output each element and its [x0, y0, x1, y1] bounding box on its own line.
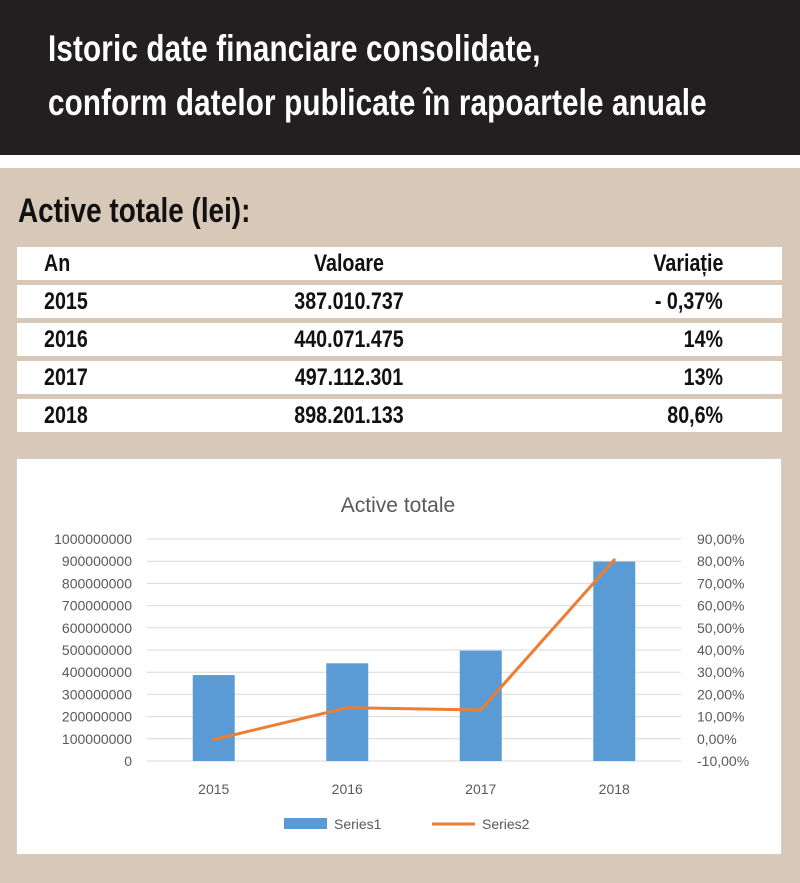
chart-container	[16, 458, 782, 855]
header-title-line2: conform datelor publicate în rapoartele anuale	[48, 82, 707, 123]
y-right-tick-label: 30,00%	[697, 664, 745, 681]
point-2015	[212, 738, 215, 741]
y-left-tick-label: 600000000	[61, 619, 132, 636]
data-table	[17, 247, 782, 437]
bar-2015	[193, 675, 235, 761]
table-row	[17, 399, 782, 432]
legend-swatch-series1	[284, 818, 327, 829]
y-right-tick-label: 40,00%	[697, 642, 745, 658]
y-right-tick-label: 50,00%	[697, 619, 745, 636]
table-row	[17, 323, 782, 356]
y-left-tick-label: 200000000	[61, 708, 132, 725]
header-cell-year: An	[44, 250, 71, 277]
cell-value: 898.201.133	[294, 402, 404, 429]
legend-label-series2: Series2	[482, 816, 530, 832]
cell-variation: 80,6%	[667, 402, 723, 429]
y-left-tick-label: 400000000	[61, 664, 132, 681]
x-tick-label: 2015	[198, 781, 230, 797]
y-left-tick-label: 1000000000	[54, 531, 132, 547]
cell-year: 2018	[44, 402, 88, 429]
x-tick-label: 2018	[598, 781, 630, 797]
table-header-row	[17, 247, 782, 280]
point-2017	[479, 708, 482, 711]
y-left-tick-label: 700000000	[61, 597, 132, 614]
y-left-tick-label: 500000000	[61, 642, 132, 658]
y-right-tick-label: -10,00%	[697, 753, 750, 769]
header-banner	[0, 0, 800, 155]
y-right-tick-label: 70,00%	[697, 575, 745, 592]
y-left-tick-label: 0	[124, 753, 132, 769]
divider	[0, 155, 800, 168]
y-left-tick-label: 100000000	[61, 730, 132, 747]
y-right-tick-label: 20,00%	[697, 686, 745, 703]
y-right-tick-label: 10,00%	[697, 708, 745, 725]
y-left-tick-label: 800000000	[61, 575, 132, 592]
cell-value: 387.010.737	[294, 288, 404, 315]
section-title: Active totale (lei):	[18, 192, 251, 230]
legend-label-series1: Series1	[334, 816, 382, 832]
cell-value: 497.112.301	[294, 364, 404, 391]
table-row	[17, 285, 782, 318]
cell-year: 2017	[44, 364, 88, 391]
header-cell-variation: Variație	[652, 250, 723, 277]
y-right-tick-label: 90,00%	[697, 531, 745, 547]
y-right-tick-label: 60,00%	[697, 597, 745, 614]
bar-2017	[460, 651, 502, 761]
point-2018	[613, 558, 616, 561]
cell-variation: 14%	[683, 326, 723, 353]
y-left-tick-label: 300000000	[61, 686, 132, 703]
cell-year: 2015	[44, 288, 88, 315]
x-tick-label: 2016	[331, 781, 363, 797]
bar-2018	[593, 562, 635, 761]
cell-value: 440.071.475	[294, 326, 404, 353]
point-2016	[346, 706, 349, 709]
table-row	[17, 361, 782, 394]
y-right-tick-label: 80,00%	[697, 553, 745, 570]
y-left-tick-label: 900000000	[61, 553, 132, 570]
x-tick-label: 2017	[465, 781, 497, 797]
header-cell-value: Valoare	[313, 250, 385, 277]
cell-variation: 13%	[683, 364, 723, 391]
combo-chart	[17, 459, 781, 854]
header-title-line1: Istoric date financiare consolidate,	[48, 28, 541, 69]
cell-variation: - 0,37%	[655, 288, 723, 315]
chart-title: Active totale	[340, 494, 456, 517]
cell-year: 2016	[44, 326, 88, 353]
y-right-tick-label: 0,00%	[697, 730, 737, 747]
